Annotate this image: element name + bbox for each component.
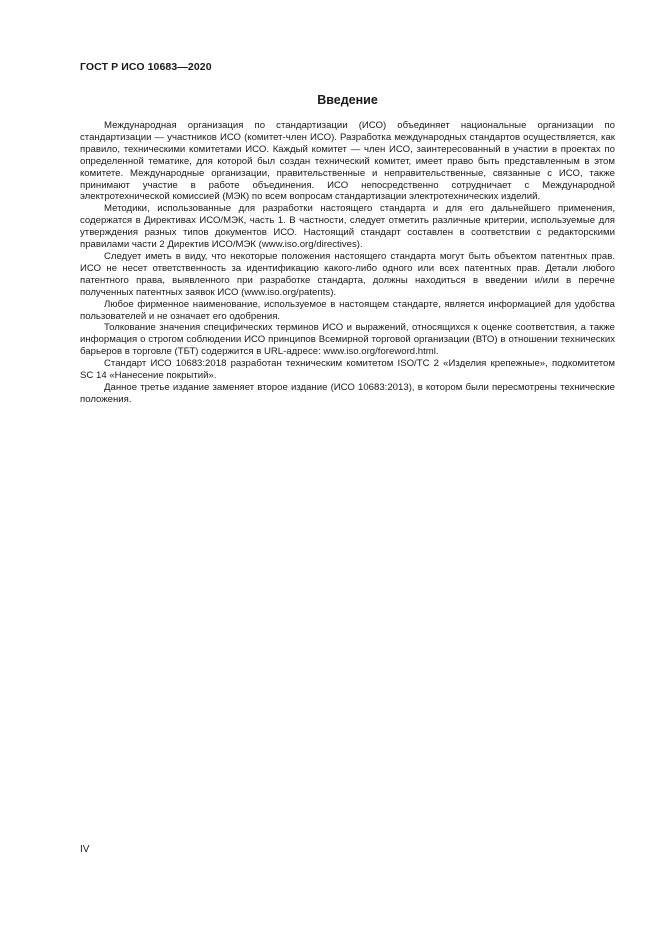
paragraph-methods-directives: Методики, использованные для разработки настоящего стандарта и для его дальнейшего применения, содержатся в Директивах ИСО/МЭК, часть 1. В частности, следует отметить различные критерии, используемые для утверждения разных типов документов ИСО. Настоящий стандарт составлен в соответствии с редакторскими правилами части 2 Директив ИСО/МЭК (www.iso.org/directives).: [80, 203, 615, 251]
document-body: [80, 120, 615, 406]
paragraph-terms-wto: Толкование значения специфических терминов ИСО и выражений, относящихся к оценке соответствия, а также информация о строгом соблюдении ИСО принципов Всемирной торговой организации (ВТО) в отношении технических барьеров в торговле (ТБТ) содержится в URL-адресе: www.iso.org/foreword.html.: [80, 322, 615, 358]
document-header: ГОСТ Р ИСО 10683—2020: [80, 61, 212, 73]
paragraph-trade-names: Любое фирменное наименование, используемое в настоящем стандарте, является информацией для удобства пользователей и не означает его одобрения.: [80, 298, 615, 322]
paragraph-patent-rights: Следует иметь в виду, что некоторые положения настоящего стандарта могут быть объектом патентных прав. ИСО не несет ответственность за идентификацию какого-либо одного или всех патентных прав. Детали любого патентного права, выявленного при разработке стандарта, должны находиться в введении и/или в перечне полученных патентных заявок ИСО (www.iso.org/patents).: [80, 250, 615, 298]
paragraph-committee: Стандарт ИСО 10683:2018 разработан техническим комитетом ISO/TC 2 «Изделия крепежные», подкомитетом SC 14 «Нанесение покрытий».: [80, 358, 615, 382]
paragraph-edition: Данное третье издание заменяет второе издание (ИСО 10683:2013), в котором были пересмотрены технические положения.: [80, 381, 615, 405]
paragraph-iso-organization: Международная организация по стандартизации (ИСО) объединяет национальные организации по стандартизации — участников ИСО (комитет-член ИСО). Разработка международных стандартов осуществляется, как правило, техническими комитетами ИСО. Каждый комитет — член ИСО, заинтересованный в участии в проектах по определенной тематике, для которой был создан технический комитет, имеет право быть представленным в этом комитете. Международные организации, правительственные и неправительственные, связанные с ИСО, также принимают участие в работе объединения. ИСО непосредственно сотрудничает с Международной электротехнической комиссией (МЭК) по всем вопросам стандартизации электротехнических изделий.: [80, 120, 615, 203]
section-title: Введение: [317, 93, 378, 107]
page-number: IV: [80, 844, 90, 855]
